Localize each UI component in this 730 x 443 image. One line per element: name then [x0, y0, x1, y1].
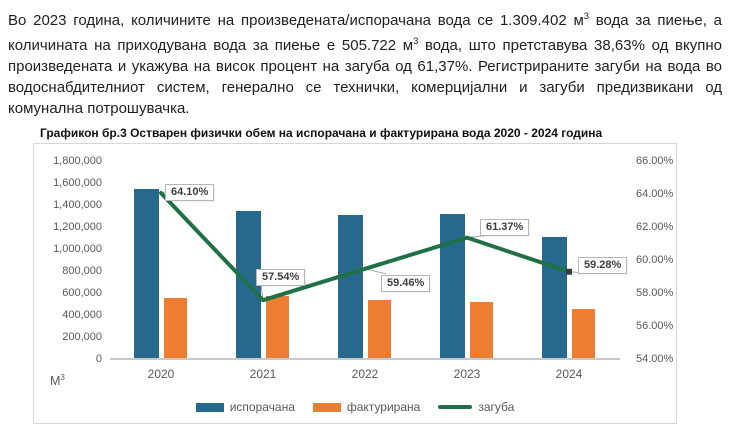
loss-data-label-2021: 57.54% [256, 269, 305, 286]
left-axis-tick: 1,200,000 [53, 221, 102, 233]
legend-item-loss [438, 400, 514, 414]
right-axis-tick: 54.00% [636, 353, 674, 365]
callouts-layer [110, 162, 620, 358]
left-axis-tick: 0 [95, 353, 102, 365]
invoiced-legend-swatch [313, 403, 341, 412]
x-label-2024: 2024 [555, 367, 583, 381]
delivered-legend-swatch [196, 403, 224, 412]
left-axis-tick: 1,600,000 [53, 177, 102, 189]
right-axis-tick: 60.00% [636, 254, 674, 266]
legend-label-invoiced: фактурирана [346, 400, 421, 414]
x-label-2022: 2022 [351, 367, 379, 381]
y-axis-unit [50, 373, 65, 388]
left-axis-tick: 1,000,000 [53, 243, 102, 255]
left-axis-tick: 400,000 [62, 309, 102, 321]
x-label-2020: 2020 [147, 367, 175, 381]
loss-data-label-2023: 61.37% [480, 219, 529, 236]
legend-item-delivered [196, 400, 295, 414]
chart-title: Графикон бр.3 Остварен физички обем на испорачана и фактурирана вода 2020 - 2024 година [40, 126, 603, 140]
left-axis-tick: 600,000 [62, 287, 102, 299]
x-axis [110, 367, 620, 383]
cubic-meter-superscript: 3 [413, 36, 419, 46]
legend [34, 400, 676, 414]
intro-paragraph [8, 6, 722, 119]
right-axis-tick: 62.00% [636, 221, 674, 233]
legend-label-delivered: испорачана [229, 400, 295, 414]
left-axis [34, 155, 102, 365]
loss-data-label-2024: 59.28% [578, 257, 627, 274]
legend-label-loss: загуба [478, 400, 515, 414]
left-axis-tick: 1,400,000 [53, 199, 102, 211]
chart-card [33, 143, 677, 424]
right-axis-tick: 66.00% [636, 155, 674, 167]
loss-legend-swatch [438, 405, 472, 409]
intro-text-2: вода за пиење, а количината на приходувана вода за пиење е 505.722 м [8, 12, 722, 54]
y-axis-unit-superscript: 3 [60, 373, 65, 382]
loss-data-label-2020: 64.10% [165, 184, 214, 201]
plot-area [110, 162, 620, 360]
right-axis-tick: 58.00% [636, 287, 674, 299]
left-axis-tick: 800,000 [62, 265, 102, 277]
right-axis-tick: 64.00% [636, 188, 674, 200]
intro-text-3: вода, што претставува 38,63% од вкупно произведената и укажува на висок процент на загуба од 61,37%. Регистрираните загуби на вода во водоснабдителниот систем, генерално се технички, комерцијални и загуби предизвикани од комунална потрошувачка. [8, 37, 722, 117]
x-label-2021: 2021 [249, 367, 277, 381]
intro-text-1: Во 2023 година, количините на произведената/испорачана вода се 1.309.402 м [8, 12, 584, 29]
right-axis [630, 155, 676, 365]
cubic-meter-superscript: 3 [583, 11, 589, 21]
loss-data-label-2022: 59.46% [381, 275, 430, 292]
left-axis-tick: 1,800,000 [53, 155, 102, 167]
right-axis-tick: 56.00% [636, 320, 674, 332]
legend-item-invoiced [313, 400, 420, 414]
y-axis-unit-letter: М [50, 374, 61, 389]
left-axis-tick: 200,000 [62, 331, 102, 343]
x-label-2023: 2023 [453, 367, 481, 381]
